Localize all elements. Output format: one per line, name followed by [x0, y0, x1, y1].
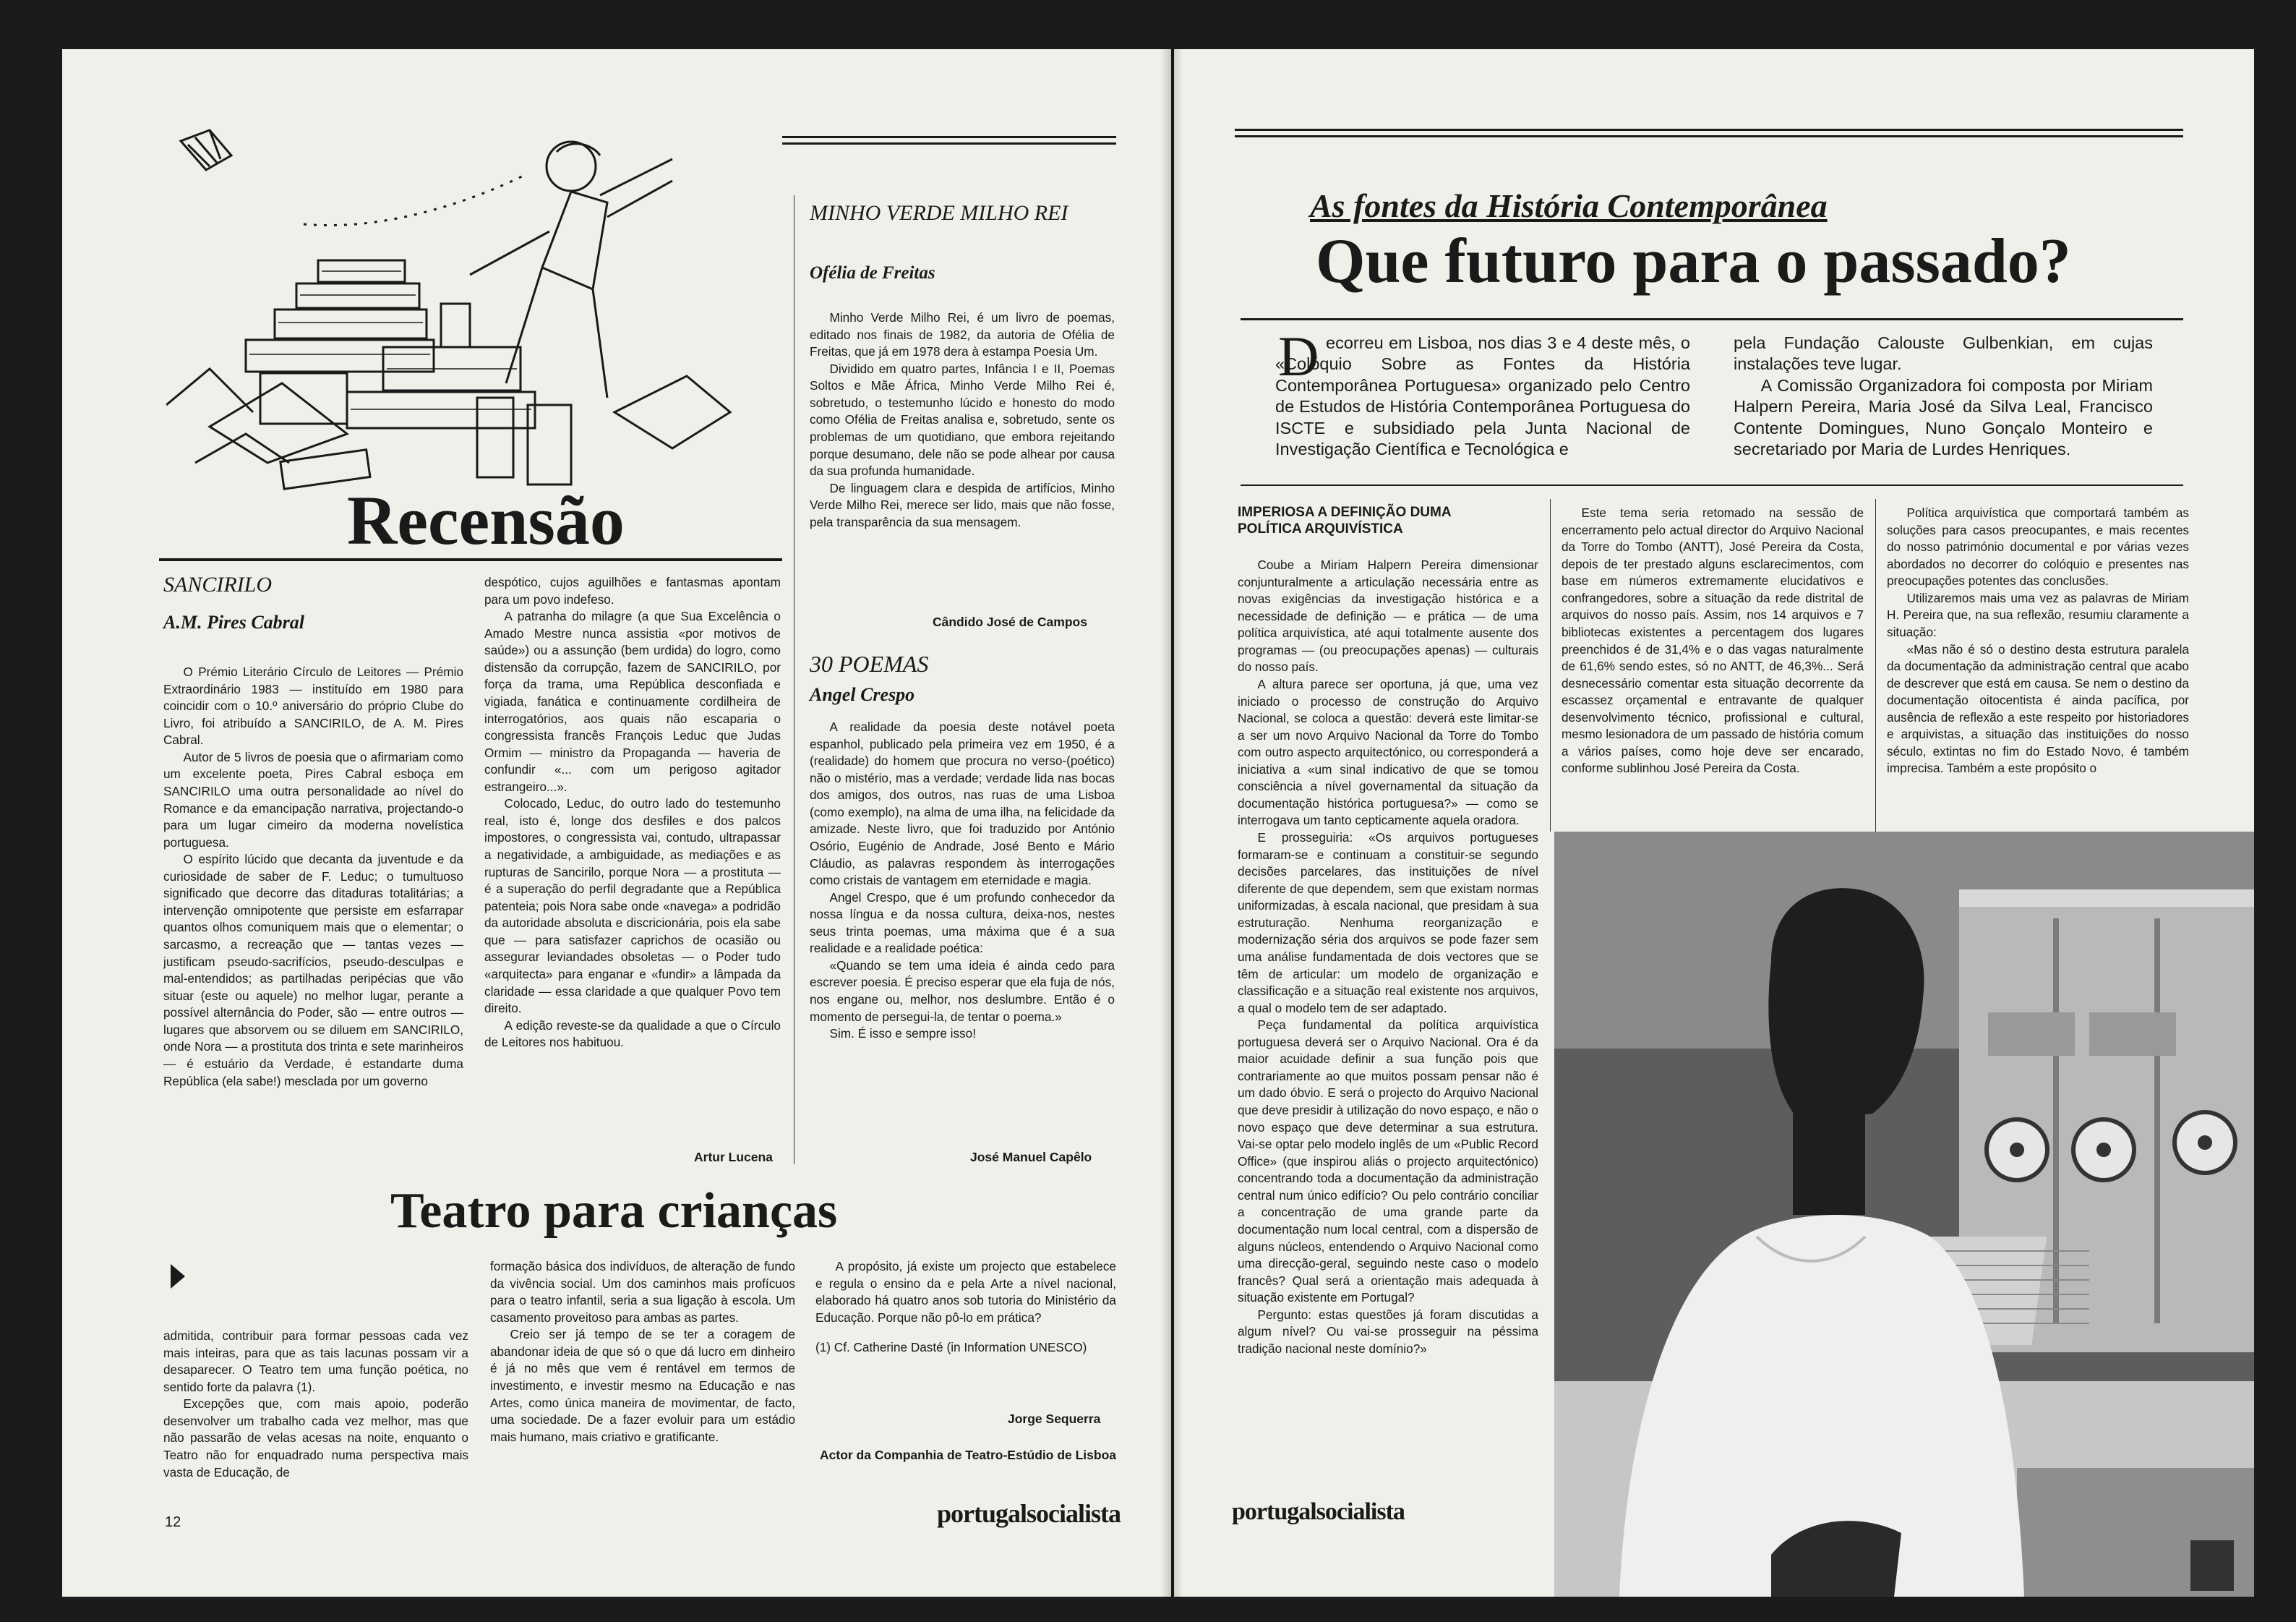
section-title-recensao: Recensão	[347, 482, 625, 559]
article-paragraph: Peça fundamental da política arquivística portuguesa deverá ser o Arquivo Nacional. Ora é da maior acuidade definir a sua função pois que contrariamente ao que muitos possam pensar não é um dado óbvio. E será o projecto do Arquivo Nacional que deve presidir à utilização do novo espaço, e não o novo espaço que deve determinar a sua estrutura. Vai-se optar pelo modelo inglês de um «Public Record Office» (que inspirou aliás o projecto arquitectónico) concentrando toda a documentação da administração central num único edifício? Ou pelo contrário conciliar a concentração de uma grande parte da documentação num local central, com a dispersão de alguns núcleos, entendendo o Arquivo Nacional como uma direcção-geral, seguindo neste caso o modelo francês? Qual será a orientação mais adequada à situação existente em Portugal?	[1238, 1017, 1538, 1305]
review-1-paragraph: O Prémio Literário Círculo de Leitores — Prémio Extraordinário 1983 — instituído em 1980 para coincidir com o 10.º aniversário do próprio Clube do Livro, foi atribuído a SANCIRILO, de A. M. Pires Cabral.	[163, 665, 463, 748]
review-1-paragraph: Autor de 5 livros de poesia que o afirmariam como um excelente poeta, Pires Cabral esboça em SANCIRILO uma outra personalidade ao nível do Romance e da emancipação narrativa, projectando-o para um lugar cimeiro da moderna novelística portuguesa.	[163, 749, 463, 850]
review-2-body	[810, 310, 1115, 531]
review-3-signature: José Manuel Capêlo	[970, 1150, 1092, 1164]
theatre-column-1	[163, 1328, 468, 1481]
review-1-paragraph: O espírito lúcido que decanta da juventude e da curiosidade de saber de F. Leduc; o tumultuoso significado que decorre das ditaduras totalitárias; a intervenção omnipotente que persiste em esfarrapar quantos olhos comuniquem mais que o elementar; o sarcasmo, a recreação que — tantas vezes — justificam pseudo-sacrifícios, pseudo-desculpas e mal-entendidos; as partilhadas peripécias que vão situar (este ou aquele) no melhor lugar, perante a possível alternância do Poder, são — entre outros — lugares que absorvem ou se diluem em SANCIRILO, onde Nora — a prostituta dos trinta e sete marinheiros — é estuário da Verdade, é estandarte duma República (ela sabe!) mesclada por um governo	[163, 852, 463, 1088]
theatre-affiliation: Actor da Companhia de Teatro-Estúdio de Lisboa	[820, 1448, 1116, 1462]
spine-gutter	[1161, 49, 1183, 1597]
article-paragraph: Utilizaremos mais uma vez as palavras de Miriam H. Pereira que, na sua reflexão, resumiu claramente a situação:	[1887, 590, 2189, 639]
review-1-author: A.M. Pires Cabral	[163, 612, 305, 633]
theatre-column-2	[490, 1258, 795, 1446]
page-number: 12	[165, 1514, 181, 1530]
column-divider	[1875, 499, 1876, 832]
lead-column-2	[1734, 333, 2153, 460]
column-divider	[1550, 499, 1551, 832]
article-column-3	[1887, 505, 2189, 830]
subhead: IMPERIOSA A DEFINIÇÃO DUMA POLÍTICA ARQUIVÍSTICA	[1238, 505, 1451, 537]
review-3-paragraph: Angel Crespo, que é um profundo conhecedor da nossa língua e da nossa cultura, deixa-nos, nestes seus trinta poemas, uma máxima que é a sua realidade e a realidade poética:	[810, 889, 1115, 956]
review-3-body	[810, 719, 1115, 1043]
review-1-paragraph: A edição reveste-se da qualidade a que o Círculo de Leitores nos habituou.	[484, 1017, 781, 1050]
kicker: As fontes da História Contemporânea	[1310, 187, 1828, 224]
headline-rule	[1241, 318, 2183, 320]
review-3-paragraph: «Quando se tem uma ideia é ainda cedo para escrever poesia. É preciso esperar que ela fuja de nós, nos engane ou, melhor, nos deslumbre. Então é o momento de persegui-la, de tentar o poema.»	[810, 957, 1115, 1024]
theatre-signature: Jorge Sequerra	[1008, 1412, 1101, 1426]
lead-column-1: ecorreu em Lisboa, nos dias 3 e 4 deste mês, o «Colóquio Sobre as Fontes da História Contemporânea Portuguesa» organizado pelo Centro de Estudos de História Contemporânea Portuguesa do ISCTE e subsidiado pela Junta Nacional de Investigação Científica e Tecnológica e	[1275, 333, 1690, 458]
archive-worker-photo	[1554, 832, 2254, 1597]
lead-paragraph: A Comissão Organizadora foi composta por Miriam Halpern Pereira, Maria José da Silva Leal, Francisco Contente Domingues, Nuno Gonçalo Monteiro e secretariado por Maria de Lurdes Henriques.	[1734, 375, 2153, 458]
theatre-title: Teatro para crianças	[390, 1183, 838, 1239]
reader-books-illustration	[166, 123, 781, 499]
review-1-column-2	[484, 574, 781, 1138]
review-3-title: 30 POEMAS	[810, 651, 929, 677]
play-arrow-icon	[171, 1264, 185, 1289]
article-paragraph: «Mas não é só o destino desta estrutura paralela da documentação da administração central que acabo de descrever que está em causa. Se nem o destino da documentação oitocentista é ainda pacífica, por ausência de reflexão a este respeito por historiadores e arquivistas, a situação das instituições do nosso século, extintas no fim do Estado Novo, é também imprecisa. Também a este propósito o	[1887, 641, 2189, 776]
lead-bottom-rule	[1241, 485, 2183, 486]
article-paragraph: Coube a Miriam Halpern Pereira dimensionar conjunturalmente a articulação necessária entre as novas exigências da investigação histórica e a necessidade de definição — e prática — de uma política arquivística, até aqui totalmente ausente dos programas — (ou preocupações apenas) — culturais do nosso país.	[1238, 558, 1538, 675]
review-1-signature: Artur Lucena	[694, 1150, 773, 1164]
theatre-column-3	[815, 1258, 1116, 1357]
header-rule	[1235, 129, 2183, 137]
review-1-title: SANCIRILO	[163, 573, 272, 597]
review-1-paragraph: A patranha do milagre (a que Sua Excelência o Amado Mestre nunca assistia «por motivos de saúde») ou a assunção (bem urdida) do logro, como distensão da corrupção, fazem de SANCIRILO, por força da trama, uma República desconfiada e vigiada, fanática e continuamente cordilheira de interrogatórios, aos quais não escaparia o congressista francês François Leduc que Judas Ormim — ministro da Propaganda — haveria de confundir «... com um perigoso agitador estrangeiro...».	[484, 609, 781, 794]
article-paragraph: E prosseguiria: «Os arquivos portugueses formaram-se e continuam a constituir-se segundo decisões parcelares, das instituições de nível diferente de que dependem, sem que existam normas uniformizadas, à escala nacional, que presidam à sua estruturação. Nenhuma reorganização e modernização séria dos arquivos se pode fazer sem uma análise fundamentada de dois vectores que se têm de articular: um modelo de organização e classificação e a situação real existente nos arquivos, a qual o modelo tem de ser adaptado.	[1238, 830, 1538, 1015]
theatre-paragraph: Creio ser já tempo de se ter a coragem de abandonar ideia de que só o que dá lucro em dinheiro é já no mês que vem é rentável em termos de investimento, e investir mesmo na Educação e nas Artes, como única maneira de movimentar, de facto, uma sociedade. De a fazer evoluir para um estádio mais humano, mais criativo e gratificante.	[490, 1327, 795, 1444]
article-paragraph: Este tema seria retomado na sessão de encerramento pelo actual director do Arquivo Nacional da Torre do Tombo (ANTT), José Pereira da Costa, depois de ter prestado alguns esclarecimentos, com base em números extremamente elucidativos e confrangedores, sobre a situação da rede distrital de arquivos do nosso país. Assim, nos 14 arquivos e 7 bibliotecas existentes a percentagem dos lugares preenchidos é de 31,4% e o das vagas naturalmente de 61,6% sendo estes, só no ANTT, de 46,3%... Será desnecessário comentar esta situação decorrente da escassez orçamental e entravante de qualquer desenvolvimento técnico, profissional e cultural, mesmo lesionadora de um passado de história comum a vários países, como hoje deve ser encarado, conforme sublinhou José Pereira da Costa.	[1562, 505, 1864, 776]
theatre-paragraph: formação básica dos indivíduos, de alteração de fundo da vivência social. Um dos caminhos mais profícuos para o teatro infantil, seria a sua ligação à escola. Um casamento proveitoso para ambas as partes.	[490, 1259, 795, 1325]
theatre-paragraph: Excepções que, com mais apoio, poderão desenvolver um trabalho cada vez melhor, mas que não passarão de velas acesas na noite, enquanto o Teatro não for enquadrado numa perspectiva mais vasta de Educação, de	[163, 1396, 468, 1480]
review-2-author: Ofélia de Freitas	[810, 263, 935, 283]
review-3-paragraph: Sim. É isso e sempre isso!	[829, 1026, 977, 1041]
column-top-rule	[782, 136, 1116, 145]
footer-logo-right: portugalsocialista	[1232, 1498, 1405, 1525]
review-2-title: MINHO VERDE MILHO REI	[810, 201, 1068, 225]
article-paragraph: Pergunto: estas questões já foram discutidas a algum nível? Ou vai-se prosseguir na péssima tradição nacional neste domínio?»	[1238, 1307, 1538, 1356]
theatre-paragraph: admitida, contribuir para formar pessoas cada vez mais inteiras, para que as tais lacunas possam vir a desaparecer. O Teatro tem uma função poética, no sentido forte da palavra (1).	[163, 1328, 468, 1394]
footer-logo-left: portugalsocialista	[937, 1499, 1121, 1528]
review-2-paragraph: Minho Verde Milho Rei, é um livro de poemas, editado nos finais de 1982, da autoria de Ofélia de Freitas, que já em 1978 dera à estampa Poesia Um.	[810, 310, 1115, 359]
article-column-1	[1238, 557, 1538, 1357]
review-2-paragraph: De linguagem clara e despida de artifícios, Minho Verde Milho Rei, merece ser lido, mais que não fosse, pela transparência da sua mensagem.	[810, 480, 1115, 529]
theatre-paragraph: A propósito, já existe um projecto que estabelece e regula o ensino da e pela Arte a nível nacional, elaborado há quatro anos sob tutoria do Ministério da Educação. Porque não pô-lo em prática?	[815, 1259, 1116, 1325]
article-column-2	[1562, 505, 1864, 830]
article-paragraph: Política arquivística que comportará também as soluções para casos preocupantes, e mais recentes do nosso património documental e por várias vezes abordados no decorrer do colóquio e presentes nas preocupações potentes das conclusões.	[1887, 505, 2189, 589]
article-paragraph: A altura parece ser oportuna, já que, uma vez iniciado o processo de construção do Arquivo Nacional, se coloca a questão: deverá este limitar-se a ser um novo Arquivo Nacional da Torre do Tombo com outro aspecto arquitectónico, ou corresponderá a iniciativa a «um sinal indicativo de que se tomou consciência a nível governamental da situação da documentação histórica portuguesa?» — como se interrogava um tanto cepticamente aquela oradora.	[1238, 676, 1538, 828]
theatre-footnote: (1) Cf. Catherine Dasté (in Information UNESCO)	[815, 1340, 1087, 1355]
review-1-column-1	[163, 664, 463, 1177]
review-2-paragraph: Dividido em quatro partes, Infância I e II, Poemas Soltos e Mãe África, Minho Verde Milho Rei é, sobretudo, o testemunho lúcido e honesto do modo como Ofélia de Freitas analisa e, sobretudo, sente os problemas de um quotidiano, que embora rejeitando porque desumano, dele não se pode alhear por causa da sua profunda humanidade.	[810, 361, 1115, 479]
recensao-rule	[159, 558, 782, 561]
review-3-paragraph: A realidade da poesia deste notável poeta espanhol, publicado pela primeira vez em 1950, é a (realidade) do homem que procura no verso-(poético) não o mistério, mas a verdade; verdade lida nas bocas dos amigos, dos outros, nas ruas de uma Lisboa (como exemplo), na alma de uma ilha, na felicidade da amizade. Neste livro, que foi traduzido por António Osório, Eugénio de Andrade, José Bento e Mário Cláudio, as palavras respondem às interrogações como cristais de vantagem em eternidade e magia.	[810, 720, 1115, 888]
lead-dropcap: D	[1278, 325, 1319, 388]
lead-paragraph: pela Fundação Calouste Gulbenkian, em cujas instalações teve lugar.	[1734, 333, 2153, 374]
review-1-paragraph: despótico, cujos aguilhões e fantasmas apontam para um povo indefeso.	[484, 575, 781, 607]
review-2-signature: Cândido José de Campos	[933, 615, 1087, 629]
review-3-author: Angel Crespo	[810, 684, 915, 705]
review-1-paragraph: Colocado, Leduc, do outro lado do testemunho real, isto é, longe dos desfiles e dos palcos impostores, o congressista vai, contudo, ultrapassar a negatividade, a ambiguidade, as mediações e as rupturas de Sancirilo, porque Nora — a prostituta — é a superação do perfil degradante que a República patenteia; pois Nora sabe onde «navega» a podridão da autoridade absoluta e discricionária, pois ela sabe que — para satisfazer caprichos de ocasião ou assegurar leviandades obsoletas — o Poder tudo «arquitecta» para enganar e «fundir» a lâmpada da claridade — essa claridade a que qualquer Povo tem direito.	[484, 796, 781, 1016]
headline: Que futuro para o passado?	[1316, 226, 2071, 296]
